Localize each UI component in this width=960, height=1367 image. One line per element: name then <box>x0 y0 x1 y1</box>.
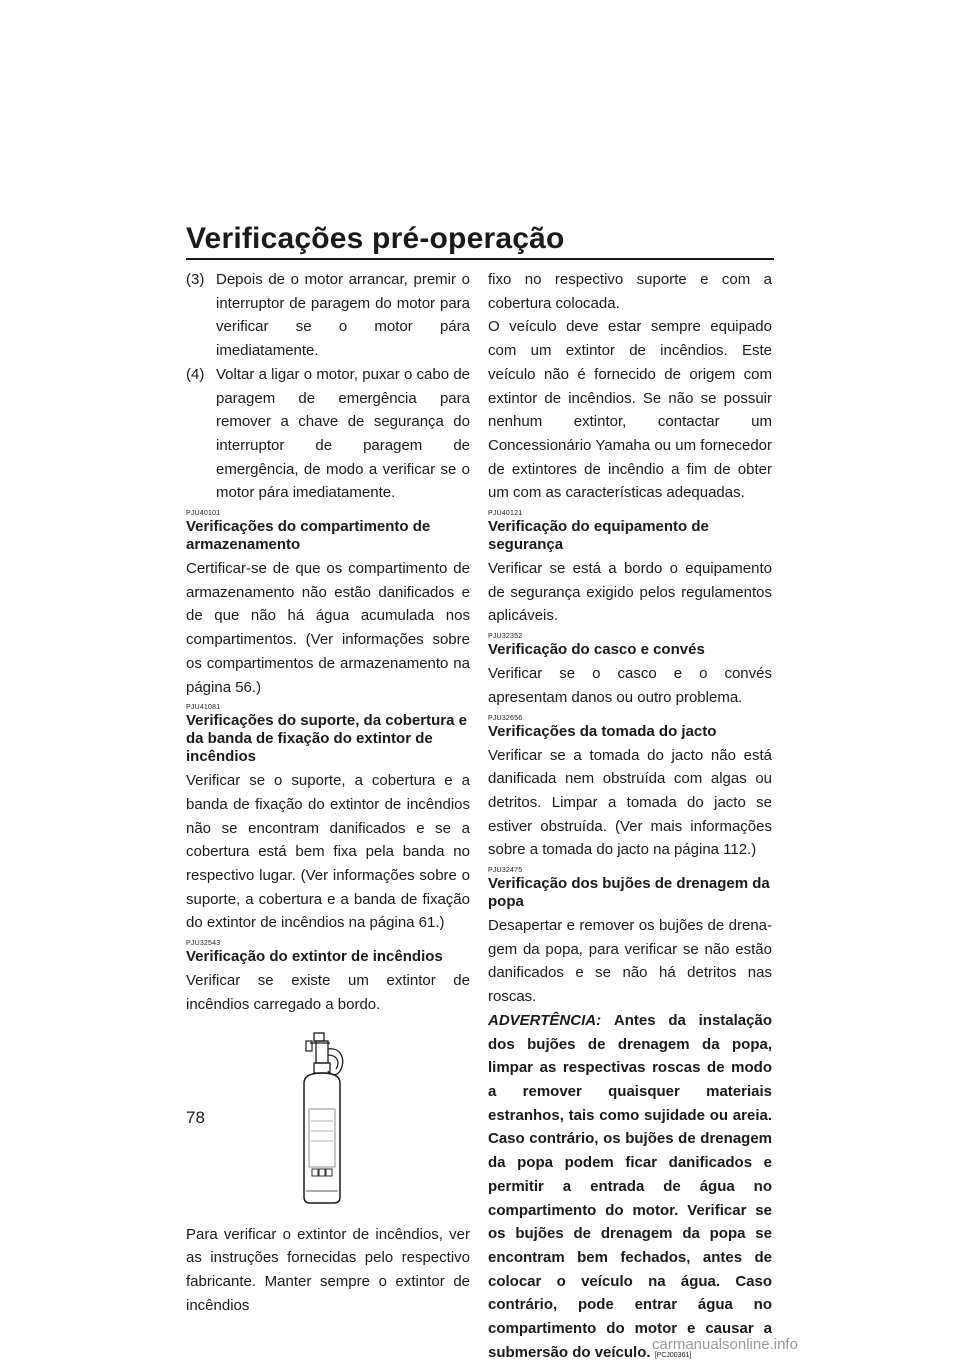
section-heading: Verificações do suporte, da cobertura e da banda de fixação do extintor de incêndios <box>186 712 467 766</box>
warning-label: ADVERTÊNCIA: <box>488 1011 602 1029</box>
section-code: PJU32352 <box>488 633 523 641</box>
warning-block <box>488 1009 772 1367</box>
section-body: Verificar se o suporte, a cobertura e a banda de fixação do extintor de incêndios não se encontram danificados e se a cobertura está bem fixa pela banda no respectivo lugar. (Ver informações sobre o suporte, a cobertura e a banda de fixação do extintor de incêndios na página 61.) <box>186 772 470 932</box>
step-number: (4) <box>186 365 205 383</box>
section-body: Verificar se a tomada do jacto não está danificada nem obstruída com algas ou detritos. Limpar a tomada do jacto se estiver obstruída. (Ver mais informações sobre a tomada do jacto na página 112.) <box>488 746 772 859</box>
step-number: (3) <box>186 271 205 288</box>
section-heading: Verificação dos bujões de drenagem da popa <box>488 875 770 911</box>
continued-text-2: O veículo deve estar sempre equipado com um extintor de incêndios. Este veículo não é fornecido de origem com extintor de incêndios. Se não se possuir nenhum extintor, contactar um Concessionário Yamaha ou um fornecedor de extintores de incêndio a fim de obter um com as características adequadas. <box>488 318 772 502</box>
section-code: PJU32543 <box>186 940 221 948</box>
section-heading: Verificação do extintor de incêndios <box>186 948 443 966</box>
page-title: Verificações pré-operação <box>186 222 565 255</box>
section-body-continued: Para verificar o extintor de incêndios, ver as instruções fornecidas pelo respectivo fabricante. Manter sempre o extintor de incêndios <box>186 1225 470 1314</box>
section-code: PJU41081 <box>186 704 221 712</box>
section-heading: Verificação do casco e convés <box>488 641 705 659</box>
warning-code: [PCJ00361] <box>654 1351 692 1359</box>
section-code: PJU40101 <box>186 510 221 518</box>
step-4 <box>186 363 470 505</box>
step-text: Voltar a ligar o motor, puxar o cabo de paragem de emergência para remover a chave de segurança do interruptor de paragem de emergência, de modo a verificar se o motor pára imediatamente. <box>216 365 470 502</box>
section-code: PJU32475 <box>488 867 523 875</box>
section-code: PJU32656 <box>488 714 523 722</box>
step-text: Depois de o motor arrancar, premir o interruptor de paragem do motor para verificar se o motor pára imediatamente. <box>216 271 470 360</box>
section-code: PJU40121 <box>488 510 523 518</box>
step-3 <box>186 268 470 363</box>
section-body: Desapertar e remover os bujões de drenagem da popa, para verificar se não estão danificados e se não há detritos nas roscas. <box>488 917 772 1006</box>
section-heading: Verificações da tomada do jacto <box>488 722 717 740</box>
title-rule <box>186 258 774 260</box>
section-body: Verificar se existe um extintor de incêndios carregado a bordo. <box>186 972 470 1013</box>
continued-text: fixo no respectivo suporte e com a cobertura colocada. <box>488 271 772 312</box>
right-column <box>488 268 772 1367</box>
fire-extinguisher-figure <box>186 1031 470 1213</box>
watermark: carmanualsonline.info <box>652 1336 798 1353</box>
section-heading: Verificações do compartimento de armazenamento <box>186 518 431 554</box>
section-body: Verificar se o casco e o convés apresentam danos ou outro problema. <box>488 665 772 706</box>
section-body: Verificar se está a bordo o equipamento de segurança exigido pelos regulamentos aplicáveis. <box>488 560 772 625</box>
left-column <box>186 268 470 1317</box>
section-heading: Verificação do equipamento de segurança <box>488 518 709 554</box>
section-body: Certificar-se de que os compartimento de armazenamento não estão danificados e de que não há água acumulada nos compartimentos. (Ver informações sobre os compartimentos de armazenamento na página 56.) <box>186 560 470 696</box>
warning-text: Antes da instalação dos bujões de drenagem da popa, limpar as respectivas roscas de modo a remover quaisquer materiais estranhos, tais como sujidade ou areia. Caso contrário, os bujões de drenagem da popa podem ficar danificados e permitir a entrada de água no compartimento do motor. Verificar se os bujões de drenagem da popa se encontram bem fechados, antes de colocar o veículo na água. Caso contrário, pode entrar água no compartimento do motor e causar a submersão do veículo. <box>488 1011 772 1361</box>
page-number: 78 <box>186 1108 205 1127</box>
fire-extinguisher-icon <box>294 1031 362 1207</box>
